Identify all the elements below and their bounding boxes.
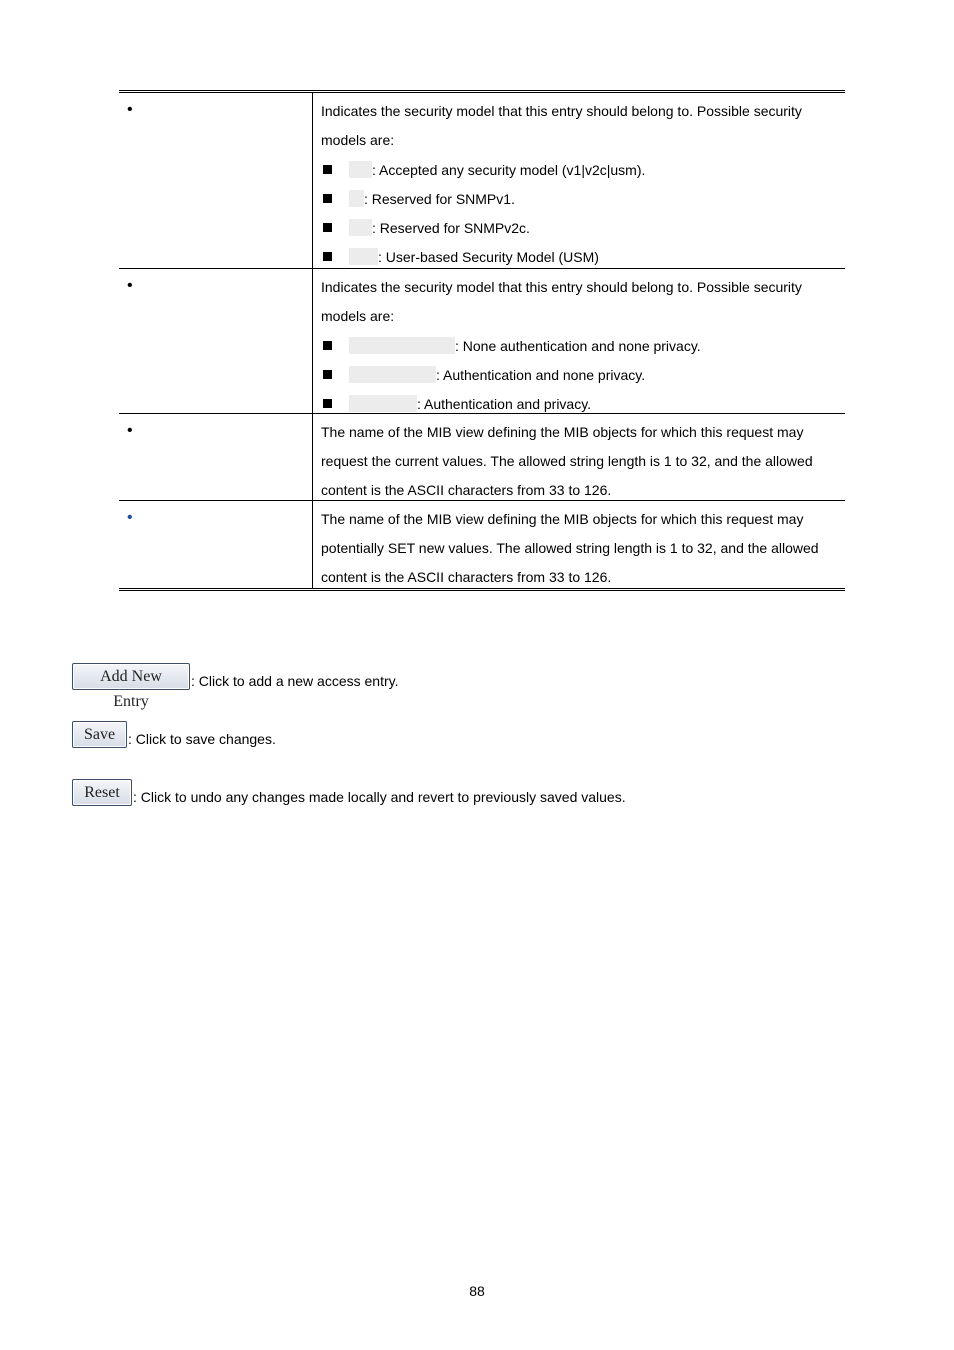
value-highlight — [349, 366, 436, 383]
list-item — [321, 360, 839, 389]
add-entry-row — [72, 663, 399, 710]
bullet-icon: • — [127, 101, 133, 118]
value-highlight — [349, 395, 417, 412]
list-item — [321, 242, 839, 271]
table-row — [119, 414, 845, 501]
value-highlight — [349, 161, 372, 178]
square-bullet-icon — [323, 370, 332, 379]
list-item-text: : Accepted any security model (v1|v2c|usm). — [372, 161, 646, 178]
parameter-name-cell — [119, 414, 313, 500]
square-bullet-icon — [323, 341, 332, 350]
square-bullet-icon — [323, 223, 332, 232]
reset-description: : Click to undo any changes made locally and revert to previously saved values. — [133, 789, 626, 805]
list-item — [321, 155, 839, 184]
page-number: 88 — [469, 1283, 485, 1299]
square-bullet-icon — [323, 194, 332, 203]
list-item-text: : Authentication and privacy. — [417, 395, 592, 412]
table-row — [119, 501, 845, 588]
description-cell — [313, 501, 845, 588]
value-highlight — [349, 190, 364, 207]
list-item-text: : Reserved for SNMPv1. — [364, 190, 515, 207]
list-item — [321, 213, 839, 242]
bullet-icon: • — [127, 509, 133, 526]
value-highlight — [349, 337, 455, 354]
description-text: Indicates the security model that this entry should belong to. Possible security models are: — [321, 279, 802, 324]
value-highlight — [349, 248, 378, 265]
parameter-name-cell — [119, 269, 313, 413]
parameter-name-cell — [119, 501, 313, 588]
description-cell — [313, 269, 845, 413]
add-new-entry-button[interactable]: Add New Entry — [72, 663, 190, 690]
description-text: The name of the MIB view defining the MIB objects for which this request may potentially SET new values. The allowed string length is 1 to 32, and the allowed content is the ASCII characters from 33 to 126. — [321, 511, 819, 585]
table-row — [119, 93, 845, 269]
bullet-icon: • — [127, 277, 133, 294]
square-bullet-icon — [323, 399, 332, 408]
list-item — [321, 331, 839, 360]
list-item-text: : Reserved for SNMPv2c. — [372, 219, 530, 236]
table-row — [119, 269, 845, 414]
list-item — [321, 184, 839, 213]
square-bullet-icon — [323, 165, 332, 174]
save-description: : Click to save changes. — [128, 731, 276, 747]
parameter-table — [119, 90, 845, 591]
bullet-icon: • — [127, 422, 133, 439]
add-entry-description: : Click to add a new access entry. — [191, 673, 399, 689]
description-text: The name of the MIB view defining the MIB objects for which this request may request the current values. The allowed string length is 1 to 32, and the allowed content is the ASCII characters from 33 to 126. — [321, 424, 813, 498]
description-text: Indicates the security model that this entry should belong to. Possible security models are: — [321, 103, 802, 148]
save-row — [72, 721, 276, 748]
reset-row — [72, 779, 626, 806]
description-cell — [313, 414, 845, 500]
list-item-text: : Authentication and none privacy. — [436, 366, 646, 383]
value-highlight — [349, 219, 372, 236]
description-cell — [313, 93, 845, 268]
parameter-name-cell — [119, 93, 313, 268]
list-item-text: : None authentication and none privacy. — [455, 337, 701, 354]
list-item-text: : User-based Security Model (USM) — [378, 248, 599, 265]
reset-button[interactable]: Reset — [72, 779, 132, 806]
save-button[interactable]: Save — [72, 721, 127, 748]
square-bullet-icon — [323, 252, 332, 261]
